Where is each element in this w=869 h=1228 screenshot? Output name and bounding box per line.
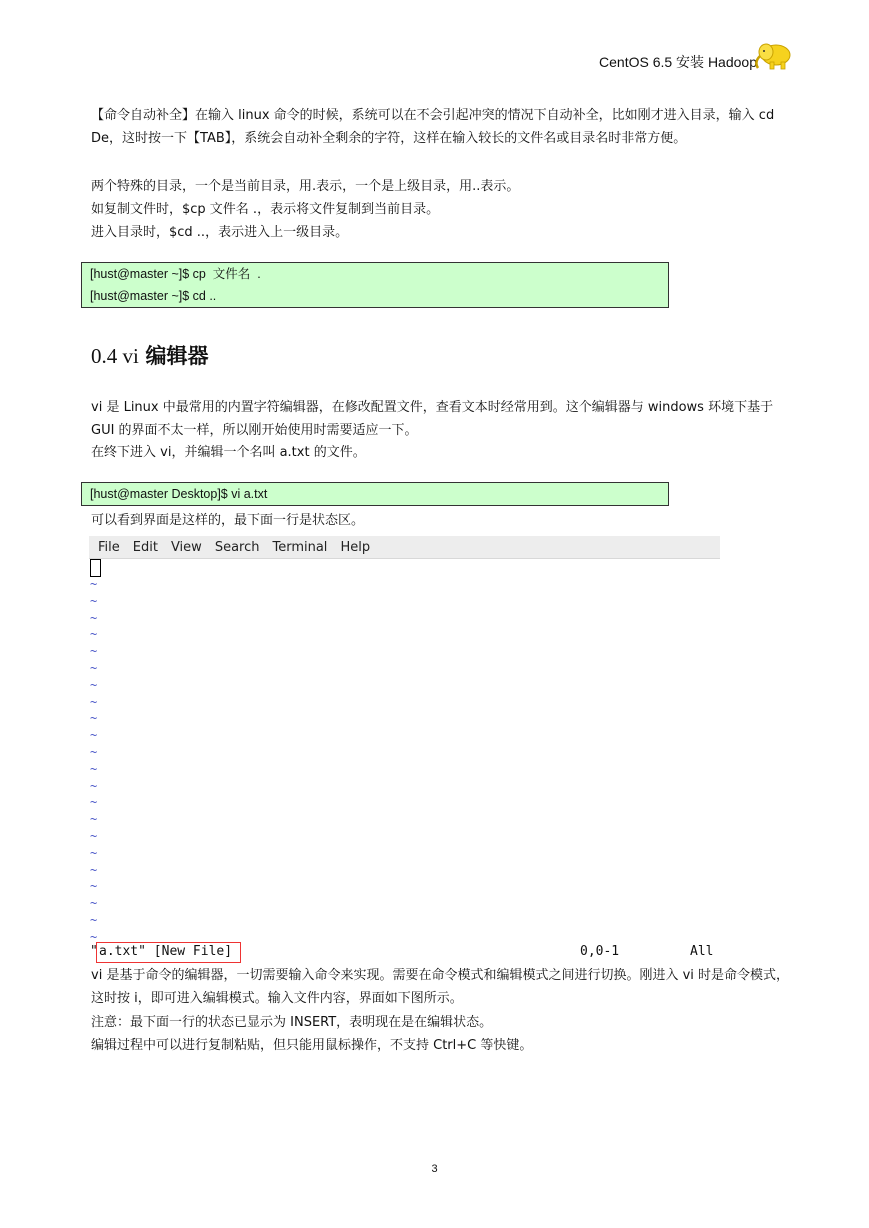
section-title: 编辑器 — [145, 344, 209, 368]
menu-search[interactable]: Search — [214, 540, 260, 555]
section-number: 0.4 vi — [91, 344, 139, 368]
intro-paragraph-copy: 如复制文件时，$cp 文件名 .，表示将文件复制到当前目录。 — [91, 202, 440, 217]
status-cursor-position: 0,0-1 — [580, 944, 620, 959]
code-line: [hust@master ~]$ cd .. — [90, 289, 217, 303]
menu-terminal[interactable]: Terminal — [272, 540, 328, 555]
vi-mode-paragraph: vi 是基于命令的编辑器，一切需要输入命令来实现。需要在命令模式和编辑模式之间进行切换。刚进入 vi 时是命令模式，这时按 i，即可进入编辑模式。输入文件内容，界面如下图所示。 — [91, 968, 790, 1006]
menu-help[interactable]: Help — [340, 540, 371, 555]
terminal-menubar — [89, 536, 720, 559]
section-heading — [91, 340, 209, 370]
filename-highlight-box — [96, 942, 241, 963]
page-number: 3 — [431, 1163, 438, 1175]
status-quote: " — [90, 944, 98, 959]
hadoop-elephant-icon — [752, 40, 794, 72]
intro-paragraph-special-dirs: 两个特殊的目录，一个是当前目录，用.表示，一个是上级目录，用..表示。 — [91, 179, 520, 194]
code-line: [hust@master ~]$ cp 文件名 . — [90, 267, 261, 281]
vi-note-paragraph: 注意：最下面一行的状态已显示为 INSERT，表明现在是在编辑状态。 — [91, 1015, 493, 1030]
figure-caption: 可以看到界面是这样的，最下面一行是状态区。 — [91, 513, 365, 528]
code-line: [hust@master Desktop]$ vi a.txt — [90, 487, 268, 501]
intro-paragraph-cd: 进入目录时，$cd ..，表示进入上一级目录。 — [91, 225, 349, 240]
code-block-cp-cd — [81, 262, 669, 308]
menu-edit[interactable]: Edit — [132, 540, 158, 555]
status-filename: a.txt" [New File] — [99, 944, 233, 959]
vi-intro-paragraph: vi 是 Linux 中最常用的内置字符编辑器，在修改配置文件，查看文本时经常用到。这个编辑器与 windows 环境下基于 GUI 的界面不太一样，所以刚开始使用时需要适应一下。 — [91, 400, 774, 438]
status-scroll-all: All — [690, 944, 714, 959]
menu-file[interactable]: File — [98, 540, 120, 555]
code-block-vi — [81, 482, 669, 506]
terminal-cursor — [90, 559, 101, 577]
vi-paste-paragraph: 编辑过程中可以进行复制粘贴，但只能用鼠标操作，不支持 Ctrl+C 等快键。 — [91, 1038, 533, 1053]
vi-empty-line-markers: ~ ~ ~ ~ ~ ~ ~ ~ ~ ~ ~ ~ ~ ~ ~ ~ ~ ~ ~ ~ ~ ~ — [90, 577, 98, 944]
running-header: CentOS 6.5 安装 Hadoop — [599, 54, 757, 70]
vi-open-paragraph: 在终下进入 vi，并编辑一个名叫 a.txt 的文件。 — [91, 445, 366, 460]
intro-paragraph-autocomplete: 【命令自动补全】在输入 linux 命令的时候，系统可以在不会引起冲突的情况下自动补全，比如刚才进入目录，输入 cd De，这时按一下【TAB】，系统会自动补全剩余的字符，这样在输入较长的文件名或目录名时非常方便。 — [91, 108, 775, 146]
menu-view[interactable]: View — [170, 540, 202, 555]
